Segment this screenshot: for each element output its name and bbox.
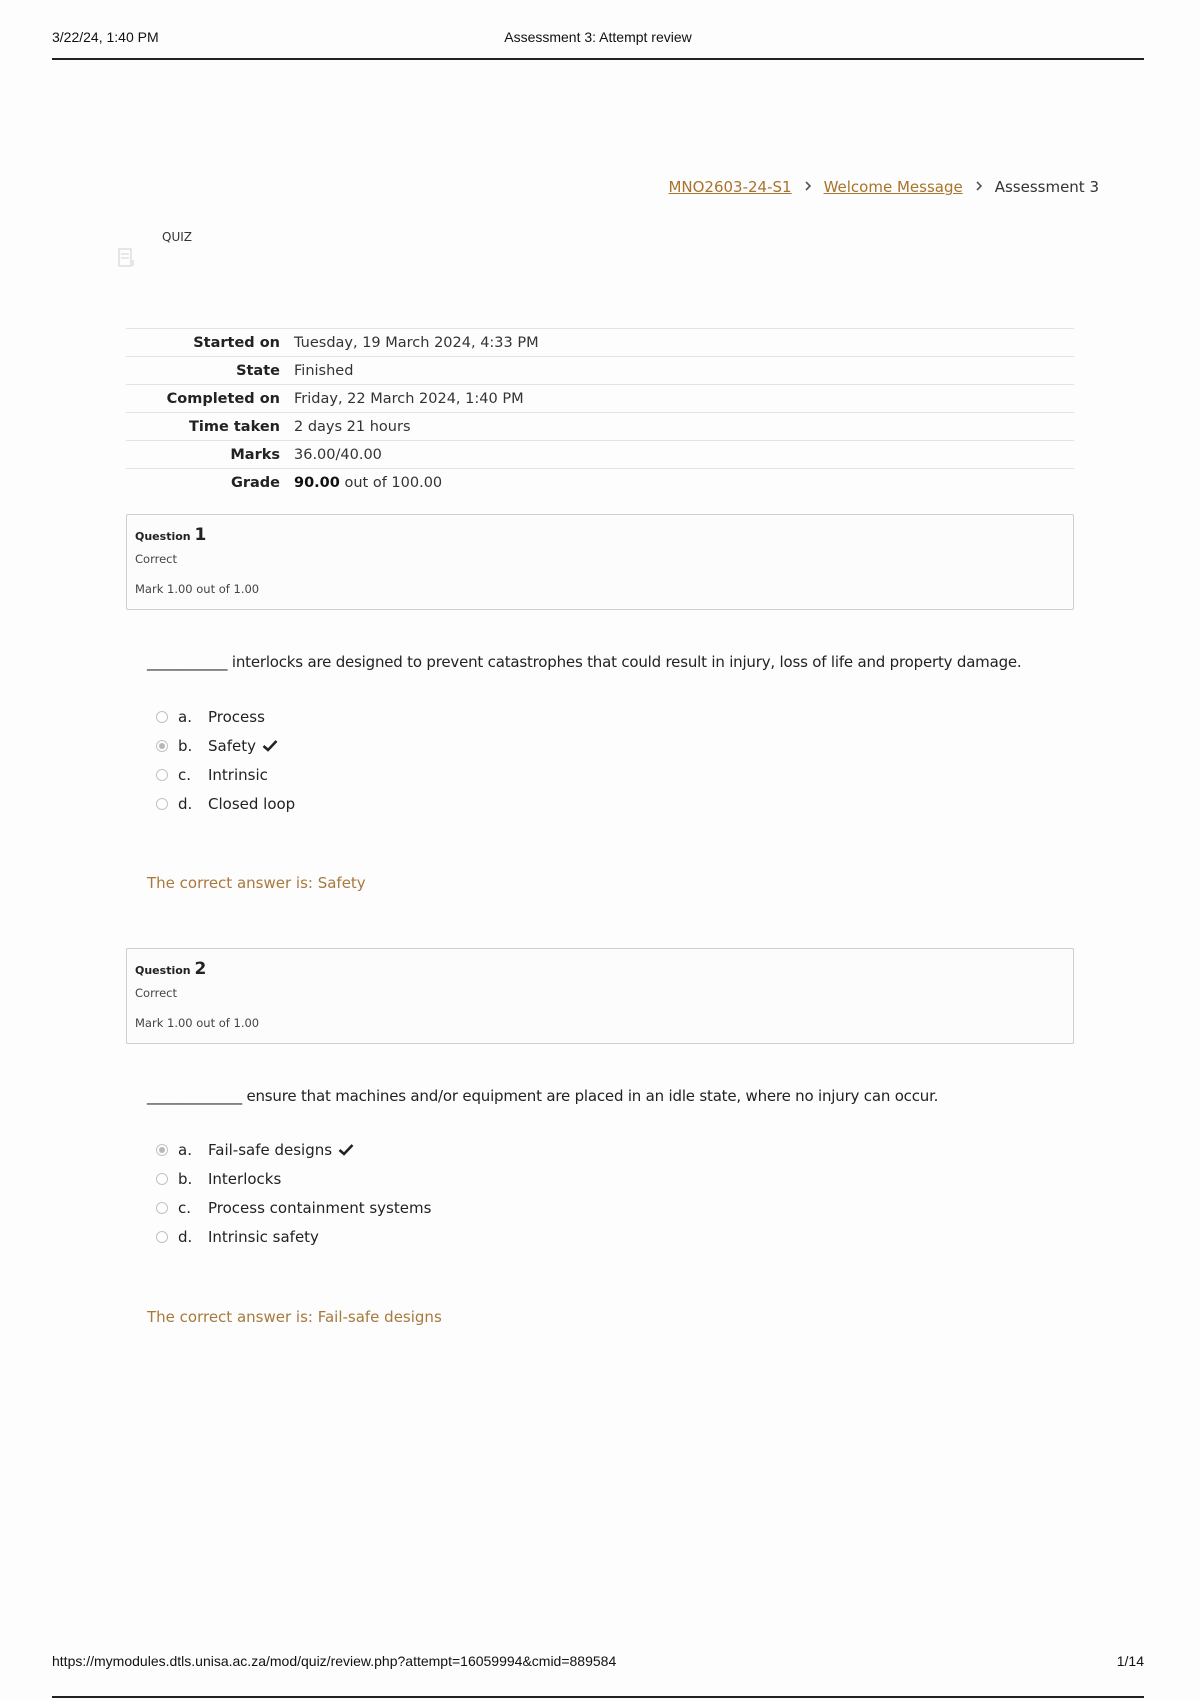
summary-label: Marks — [230, 446, 280, 463]
answer-radio[interactable] — [156, 769, 168, 781]
question-info-box — [126, 948, 1074, 1044]
answer-letter: b. — [178, 736, 193, 755]
chevron-right-icon — [975, 180, 983, 195]
quiz-label: QUIZ — [162, 230, 192, 244]
question-state: Correct — [135, 986, 177, 1000]
print-footer — [52, 1650, 1144, 1698]
summary-label: State — [236, 362, 280, 379]
document-title: Assessment 3: Attempt review — [504, 29, 692, 45]
answer-text: Closed loop — [208, 794, 296, 813]
answer-text: Fail-safe designs — [208, 1140, 333, 1159]
print-date: 3/22/24, 1:40 PM — [52, 29, 159, 45]
answer-option — [156, 1164, 431, 1193]
question-state: Correct — [135, 552, 177, 566]
answer-radio[interactable] — [156, 711, 168, 723]
grade-suffix: out of 100.00 — [339, 474, 443, 491]
answer-radio[interactable] — [156, 740, 168, 752]
answer-letter: d. — [178, 794, 193, 813]
print-header — [52, 24, 1144, 60]
breadcrumb-course-link[interactable]: MNO2603-24-S1 — [668, 178, 792, 196]
summary-label: Started on — [193, 334, 280, 351]
question-number-value: 1 — [194, 525, 207, 545]
question-mark: Mark 1.00 out of 1.00 — [135, 582, 260, 596]
answer-letter: b. — [178, 1169, 193, 1188]
summary-row-time — [126, 413, 1074, 441]
answer-text: Intrinsic — [208, 765, 268, 784]
page-number: 1/14 — [1116, 1653, 1144, 1669]
summary-row-marks — [126, 441, 1074, 469]
question-text: ___________ interlocks are designed to prevent catastrophes that could result in injury, loss of life and property damage. — [147, 653, 1022, 671]
correct-answer-feedback: The correct answer is: Fail-safe designs — [147, 1308, 442, 1326]
breadcrumb-section-link[interactable]: Welcome Message — [823, 178, 963, 196]
answer-radio[interactable] — [156, 1144, 168, 1156]
check-icon — [338, 1143, 354, 1156]
summary-label: Time taken — [189, 418, 280, 435]
summary-row-state — [126, 357, 1074, 385]
answer-letter: d. — [178, 1227, 193, 1246]
answer-text: Intrinsic safety — [208, 1227, 319, 1246]
answer-letter: c. — [178, 1198, 192, 1217]
answer-option — [156, 760, 295, 789]
summary-label: Grade — [230, 474, 280, 491]
attempt-summary-table — [126, 328, 1074, 497]
answer-text: Process containment systems — [208, 1198, 432, 1217]
summary-value — [294, 469, 1074, 497]
answer-option — [156, 731, 295, 760]
answer-radio[interactable] — [156, 1231, 168, 1243]
answer-option — [156, 1135, 431, 1164]
summary-value: 2 days 21 hours — [294, 418, 411, 435]
question-mark: Mark 1.00 out of 1.00 — [135, 1016, 260, 1030]
question-info-box — [126, 514, 1074, 610]
summary-value: Friday, 22 March 2024, 1:40 PM — [294, 390, 524, 407]
summary-value: Tuesday, 19 March 2024, 4:33 PM — [294, 334, 539, 351]
summary-row-grade — [126, 469, 1074, 497]
breadcrumb — [668, 178, 1099, 196]
answer-option — [156, 789, 295, 818]
summary-label: Completed on — [166, 390, 280, 407]
summary-value: Finished — [294, 362, 354, 379]
answer-text: Process — [208, 707, 265, 726]
answer-letter: a. — [178, 707, 192, 726]
question-label: Question — [135, 530, 191, 543]
question-label: Question — [135, 964, 191, 977]
answer-text: Safety — [208, 736, 256, 755]
question-text: _____________ ensure that machines and/or equipment are placed in an idle state, where no injury can occur. — [147, 1087, 939, 1105]
answer-radio[interactable] — [156, 798, 168, 810]
question-number-value: 2 — [194, 959, 207, 979]
answer-option — [156, 1193, 431, 1222]
answer-letter: c. — [178, 765, 192, 784]
breadcrumb-current: Assessment 3 — [994, 178, 1099, 196]
summary-row-started — [126, 329, 1074, 357]
answer-radio[interactable] — [156, 1202, 168, 1214]
page-url: https://mymodules.dtls.unisa.ac.za/mod/quiz/review.php?attempt=16059994&cmid=889584 — [52, 1653, 617, 1669]
chevron-right-icon — [804, 180, 812, 195]
answer-text: Interlocks — [208, 1169, 282, 1188]
answer-option — [156, 1222, 431, 1251]
answer-options — [156, 1135, 431, 1251]
answer-option — [156, 702, 295, 731]
correct-answer-feedback: The correct answer is: Safety — [147, 874, 366, 892]
answer-letter: a. — [178, 1140, 192, 1159]
answer-radio[interactable] — [156, 1173, 168, 1185]
quiz-icon — [118, 248, 136, 268]
summary-row-completed — [126, 385, 1074, 413]
check-icon — [262, 739, 278, 752]
question-number — [135, 525, 206, 545]
question-number — [135, 959, 206, 979]
answer-options — [156, 702, 295, 818]
grade-value: 90.00 — [294, 474, 340, 491]
summary-value: 36.00/40.00 — [294, 446, 382, 463]
